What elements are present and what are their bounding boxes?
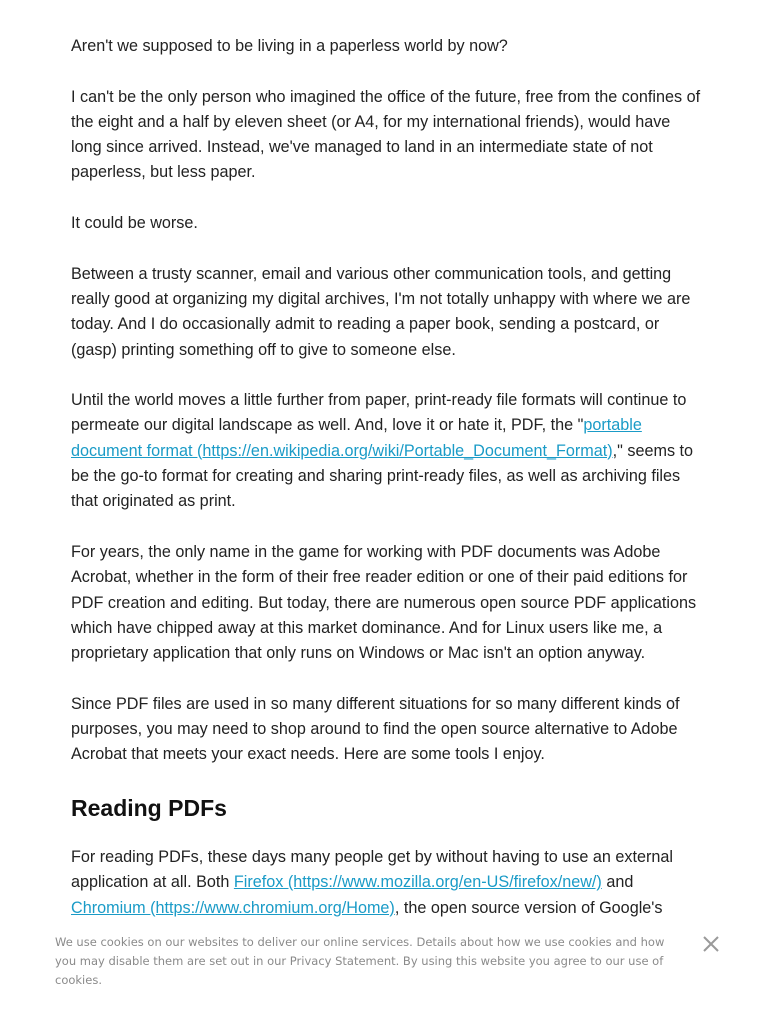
article-paragraph: Since PDF files are used in so many different situations for so many different kinds of purposes, you may need to shop around to find the open source alternative to Adobe Acrobat that meets your exact needs. Here are some tools I enjoy.	[71, 694, 680, 764]
cookie-banner	[0, 918, 768, 1024]
paragraph-text: ," seems to be the go-to format for creating and sharing print-ready files, as well as archiving files that originated as print.	[71, 441, 694, 511]
article-paragraph	[71, 388, 701, 514]
article-paragraph: Between a trusty scanner, email and various other communication tools, and getting really good at organizing my digital archives, I'm not totally unhappy with where we are today. And I do occasionally admit to reading a paper book, sending a postcard, or (gasp) printing something off to give to someone else.	[71, 264, 691, 359]
paragraph-text: , the open source version of Google's	[394, 898, 663, 917]
article-paragraph: Aren't we supposed to be living in a paperless world by now?	[71, 37, 508, 55]
section-heading-reading-pdfs: Reading PDFs	[71, 794, 227, 821]
paragraph-text: Until the world moves a little further from paper, print-ready file formats will continue to permeate our digital landscape as well. And, love it or hate it, PDF, the "	[71, 391, 687, 435]
article-paragraph	[71, 845, 701, 921]
pdf-wikipedia-link[interactable]: portable document format (https://en.wikipedia.org/wiki/Portable_Document_Format)	[71, 416, 642, 460]
close-icon[interactable]	[700, 933, 722, 955]
article-body	[71, 34, 701, 946]
article-paragraph: For years, the only name in the game for working with PDF documents was Adobe Acrobat, whether in the form of their free reader edition or one of their paid editions for PDF creation and editing. But today, there are numerous open source PDF applications which have chipped away at this market dominance. And for Linux users like me, a proprietary application that only runs on Windows or Mac isn't an option anyway.	[71, 542, 697, 663]
article-paragraph: I can't be the only person who imagined the office of the future, free from the confines of the eight and a half by eleven sheet (or A4, for my international friends), would have long since arrived. Instead, we've managed to land in an intermediate state of not paperless, but less paper.	[71, 87, 701, 182]
cookie-notice-text: We use cookies on our websites to deliver our online services. Details about how we use cookies and how you may disable them are set out in our Privacy Statement. By using this website you agree to our use of cookies.	[55, 935, 665, 987]
firefox-link[interactable]: Firefox (https://www.mozilla.org/en-US/firefox/new/)	[233, 873, 602, 892]
paragraph-text: For reading PDFs, these days many people get by without having to use an external application at all. Both	[71, 847, 673, 892]
paragraph-text: and	[601, 873, 634, 892]
article-paragraph: It could be worse.	[71, 214, 198, 233]
chromium-link[interactable]: Chromium (https://www.chromium.org/Home)	[71, 898, 395, 917]
